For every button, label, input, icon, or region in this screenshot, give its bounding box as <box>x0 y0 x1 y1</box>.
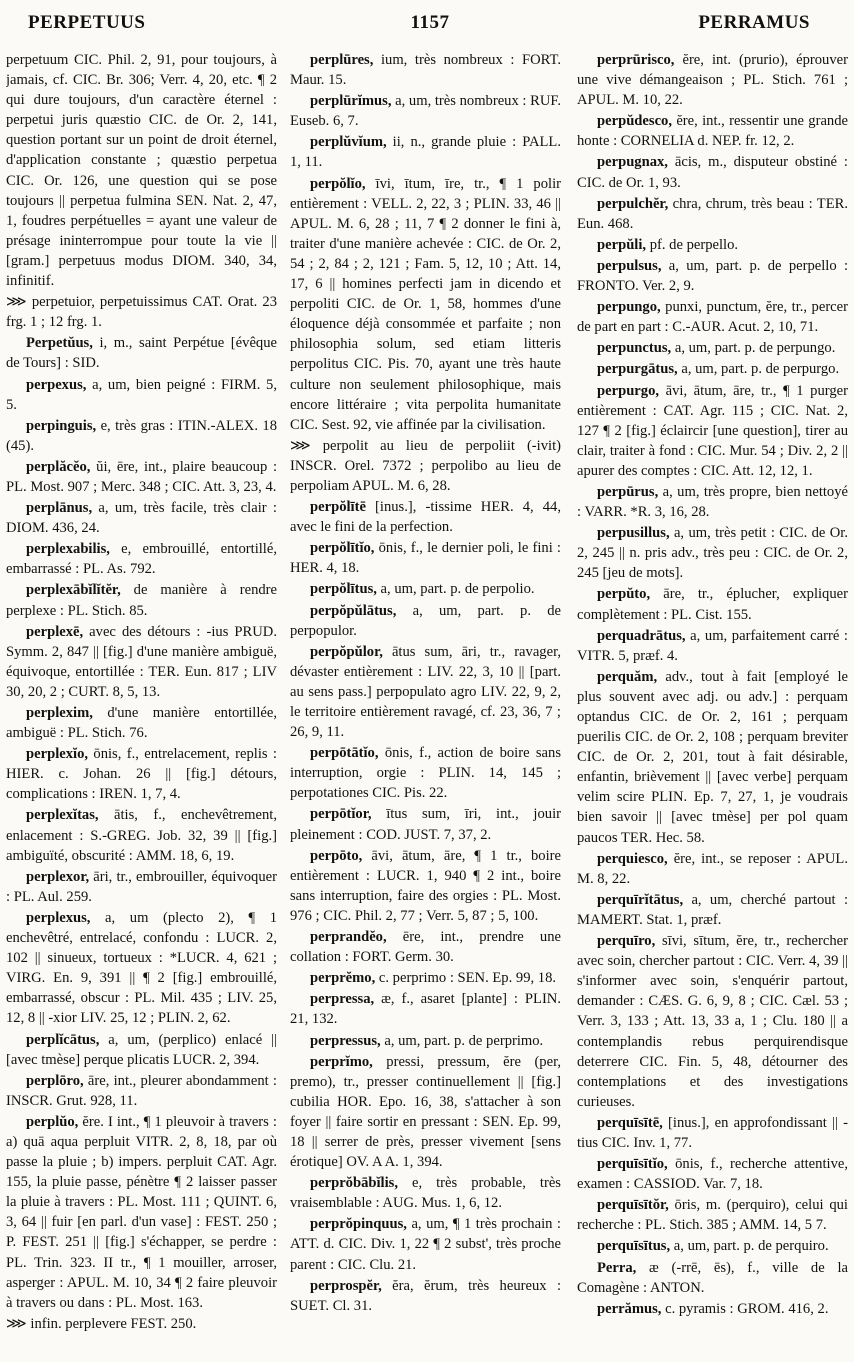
entry-headword: perpulsus, <box>597 257 662 274</box>
entry-headword: perpurgātus, <box>597 361 678 378</box>
entry-definition: ĕre, int., ressentir une grande honte : CORNELIA d. NEP. fr. 12, 2. <box>577 113 848 150</box>
dictionary-entry <box>290 174 561 435</box>
entry-headword: perplūrĭmus, <box>310 93 392 110</box>
entry-definition: c. perprimo : SEN. Ep. 99, 18. <box>375 970 557 987</box>
entry-headword: Perpetŭus, <box>26 335 93 352</box>
entry-definition: perpetuum CIC. Phil. 2, 91, pour toujours, à jamais, cf. CIC. Br. 306; Verr. 4, 20, etc. ¶ 2 qui dure toujours, d'un caractère éternel : perpetui juris quæstio CIC. de Or. 2, 141, question portant sur un point de droit éternel, d'application constante ; quæstio perpetua CIC. Or. 126, une question qui se pose toujours || perpetua fulmina SEN. Nat. 2, 47, 1, foudres perpétuelles = ayant une valeur de présage ininterrompue pour toute la vie || [gram.] perpetuus modus DIOM. 340, 34, infinitif. <box>6 52 277 290</box>
entry-headword: perpungo, <box>597 299 661 316</box>
entry-definition: a, um, très propre, bien nettoyé : VARR. *R. 3, 16, 28. <box>577 483 848 521</box>
entry-definition: e, très gras : ITIN.-ALEX. 18 (45). <box>6 417 277 454</box>
dictionary-entry <box>577 1195 848 1235</box>
entry-definition: pf. de perpello. <box>646 236 739 253</box>
entry-headword: perplĭcātus, <box>26 1031 100 1048</box>
entry-headword: perplexābĭlĭtĕr, <box>26 582 121 599</box>
entry-definition: i, m., saint Perpétue [évêque de Tours] : SID. <box>6 335 277 372</box>
entry-headword: perquīrĭtātus, <box>597 891 684 908</box>
entry-definition: a, um, cherché partout : MAMERT. Stat. 1, præf. <box>577 891 848 928</box>
entry-definition: a, um, très facile, très clair : DIOM. 436, 24. <box>6 500 277 537</box>
dictionary-entry <box>577 338 848 358</box>
dictionary-entry <box>290 1052 561 1173</box>
dictionary-entry <box>577 297 848 337</box>
entry-definition: ātus sum, āri, tr., ravager, dévaster entièrement : LIV. 22, 3, 10 || [part. au sens pass.] perpopulato agro LIV. 22, 9, 2, le territoire entièrement ravagé, cf. 23, 36, 7 ; 26, 9, 11. <box>290 643 561 741</box>
entry-headword: perpŏlītus, <box>310 581 377 598</box>
entry-headword: perpōtĭor, <box>310 806 372 823</box>
dictionary-entry <box>290 436 561 496</box>
entry-headword: perquīsītē, <box>597 1114 663 1131</box>
dictionary-entry <box>6 1071 277 1111</box>
entry-headword: perprŏpinquus, <box>310 1216 407 1233</box>
entry-definition: a, um, très nombreux : RUF. Euseb. 6, 7. <box>290 93 561 130</box>
dictionary-entry <box>6 539 277 579</box>
entry-definition: a, um, part. p. de perpungo. <box>671 340 836 357</box>
entry-definition: ēre, int., prendre une collation : FORT. Germ. 30. <box>290 929 561 966</box>
dictionary-entry <box>6 703 277 743</box>
dictionary-entry <box>577 256 848 296</box>
entry-headword: perplăcĕo, <box>26 458 91 475</box>
column-3 <box>577 50 848 1355</box>
entry-headword: perprĕmo, <box>310 970 376 987</box>
entry-headword: perplānus, <box>26 500 93 517</box>
entry-definition: ōnis, f., le dernier poli, le fini : HER. 4, 18. <box>290 540 561 577</box>
entry-definition: āre, tr., éplucher, expliquer complètement : PL. Cist. 155. <box>577 586 848 623</box>
entry-definition: avec des détours : -ius PRUD. Symm. 2, 847 || [fig.] d'une manière ambiguë, équivoque, entortillée : TER. Eun. 817 ; LIV 30, 20, 2 ; CURT. 8, 5, 13. <box>6 623 277 700</box>
entry-headword: perplexĭo, <box>26 746 89 763</box>
entry-headword: perpŏlītĭo, <box>310 540 375 557</box>
dictionary-entry <box>577 381 848 481</box>
page-number: 1157 <box>410 12 450 33</box>
entry-definition: ātis, f., enchevêtrement, enlacement : S.-GREG. Job. 32, 39 || [fig.] ambiguïté, obscurité : AMM. 18, 6, 19. <box>6 807 277 864</box>
entry-headword: perpexus, <box>26 376 87 393</box>
dictionary-entry <box>577 1236 848 1256</box>
entry-definition: d'une manière entortillée, ambiguë : PL. Stich. 76. <box>6 705 277 742</box>
entry-definition: ōnis, f., recherche attentive, examen : CASSIOD. Var. 7, 18. <box>577 1156 848 1193</box>
dictionary-entry <box>6 867 277 907</box>
dictionary-entry <box>290 846 561 926</box>
dictionary-entry <box>290 497 561 537</box>
entry-definition: ōnis, f., action de boire sans interruption, orgie : PLIN. 14, 145 ; perpotationes CIC. Pis. 22. <box>290 745 561 802</box>
dictionary-entry <box>290 132 561 172</box>
page-header <box>0 0 854 40</box>
dictionary-entry <box>577 50 848 110</box>
entry-definition: e, embrouillé, entortillé, embarrassé : PL. As. 792. <box>6 541 277 578</box>
dictionary-entry <box>290 601 561 641</box>
dictionary-entry <box>577 1299 848 1319</box>
entry-definition: āvi, ātum, āre, ¶ 1 tr., boire entièrement : LUCR. 1, 940 ¶ 2 int., boire sans interruption, faire des orgies : PL. Most. 976 ; CIC. Phil. 2, 77 ; Verr. 5, 87 ; 5, 100. <box>290 847 561 924</box>
running-head-right: PERRAMUS <box>698 12 810 33</box>
dictionary-entry <box>290 642 561 742</box>
entry-definition: a, um, (perplico) enlacé || [avec tmèse] perque plicatis LUCR. 2, 394. <box>6 1031 277 1068</box>
dictionary-entry <box>577 359 848 379</box>
dictionary-entry <box>6 1112 277 1313</box>
entry-definition: a, um, part. p. de perpopulor. <box>290 602 561 639</box>
entry-headword: perquīsītus, <box>597 1238 671 1255</box>
entry-definition: e, très probable, très vraisemblable : AUG. Mus. 1, 6, 12. <box>290 1175 561 1212</box>
dictionary-entry <box>290 1173 561 1213</box>
entry-definition: chra, chrum, très beau : TER. Eun. 468. <box>577 195 848 232</box>
entry-headword: perplexus, <box>26 909 91 926</box>
dictionary-entry <box>290 91 561 131</box>
entry-headword: perquīsītĭo, <box>597 1156 668 1173</box>
dictionary-entry <box>577 890 848 930</box>
dictionary-entry <box>290 1214 561 1274</box>
entry-headword: perpinguis, <box>26 417 97 434</box>
entry-definition: a, um, part. p. de perpurgo. <box>677 361 840 378</box>
dictionary-entry <box>6 580 277 620</box>
entry-headword: Perra, <box>597 1259 637 1276</box>
dictionary-entry <box>577 1258 848 1298</box>
entry-headword: perplūres, <box>310 52 374 68</box>
entry-headword: perpŭli, <box>597 236 647 253</box>
entry-definition: [inus.], en approfondissant || -tius CIC. Inv. 1, 77. <box>577 1114 848 1151</box>
entry-definition: punxi, punctum, ĕre, tr., percer de part en part : C.-AUR. Acut. 2, 10, 71. <box>577 299 848 336</box>
dictionary-entry <box>577 1154 848 1194</box>
entry-headword: perpŭto, <box>597 586 651 603</box>
dictionary-entry <box>6 50 277 291</box>
dictionary-entry <box>577 482 848 522</box>
entry-headword: perplōro, <box>26 1072 84 1089</box>
dictionary-entry <box>6 457 277 497</box>
entry-definition: a, um, part. p. de perprimo. <box>380 1032 544 1049</box>
dictionary-entry <box>290 538 561 578</box>
dictionary-entry <box>6 744 277 804</box>
entry-definition: æ, f., asaret [plante] : PLIN. 21, 132. <box>290 991 561 1028</box>
entry-headword: perquīsītŏr, <box>597 1197 669 1214</box>
entry-headword: perprĭmo, <box>310 1053 373 1070</box>
entry-headword: perplexē, <box>26 623 84 640</box>
dictionary-entry <box>290 804 561 844</box>
entry-headword: perpugnax, <box>597 154 668 171</box>
dictionary-entry <box>577 584 848 624</box>
entry-definition: a, um, bien peigné : FIRM. 5, 5. <box>6 376 277 413</box>
dictionary-entry <box>6 805 277 865</box>
column-1 <box>6 50 277 1355</box>
dictionary-entry <box>290 1276 561 1316</box>
entry-headword: perpŏpŭlor, <box>310 643 383 660</box>
entry-definition: ītus sum, īri, int., jouir pleinement : COD. JUST. 7, 37, 2. <box>290 806 561 843</box>
entry-headword: perpŏpŭlātus, <box>310 602 397 619</box>
entry-definition: a, um, part. p. de perpolio. <box>376 581 535 598</box>
entry-definition: de manière à rendre perplexe : PL. Stich. 85. <box>6 582 277 619</box>
entry-headword: perquiesco, <box>597 850 668 867</box>
entry-headword: perpŏlītē <box>310 499 366 516</box>
entry-headword: perplexabilis, <box>26 541 110 558</box>
dictionary-entry <box>6 333 277 373</box>
dictionary-entry <box>577 152 848 192</box>
entry-definition: a, um, part. p. de perquiro. <box>670 1238 829 1255</box>
entry-headword: perpōtātĭo, <box>310 745 379 762</box>
entry-definition: ii, n., grande pluie : PALL. 1, 11. <box>290 134 561 171</box>
entry-headword: perpulchĕr, <box>597 195 669 212</box>
entry-headword: perplexim, <box>26 705 93 721</box>
dictionary-entry <box>290 743 561 803</box>
dictionary-entry <box>6 292 277 332</box>
entry-headword: perpusillus, <box>597 525 670 542</box>
entry-definition: āvi, ātum, āre, tr., ¶ 1 purger entièrement : CAT. Agr. 115 ; CIC. Nat. 2, 127 ¶ 2 [fig.] éclaircir [une question], tirer au clair, traiter à fond : CIC. Mur. 54 ; Div. 2, 2 || apurer des comptes : CIC. Att. 12, 12, 1. <box>577 382 848 479</box>
entry-headword: perquadrātus, <box>597 627 686 644</box>
dictionary-entry <box>6 375 277 415</box>
entry-headword: perpūrus, <box>597 483 659 500</box>
dictionary-entry <box>577 626 848 666</box>
entry-definition: ⋙ perpolit au lieu de perpoliit (-ivit) INSCR. Orel. 7372 ; perpolibo au lieu de perpoliam APUL. M. 6, 28. <box>290 437 561 494</box>
dictionary-entry <box>290 579 561 599</box>
dictionary-entry <box>6 498 277 538</box>
dictionary-entry <box>6 1030 277 1070</box>
entry-headword: perpŏlĭo, <box>310 175 366 192</box>
entry-definition: sīvi, sītum, ĕre, tr., rechercher avec soin, chercher partout : CIC. Verr. 4, 39 || s'informer avec soin, s'enquérir partout, demander : CÆS. G. 6, 9, 8 ; CIC. Cæl. 53 ; Verr. 3, 133 ; Att. 13, 33 a, 1 ; Clu. 180 || a contemplandis rebus perquirendisque deterrere CIC. Fin. 5, 48, détourner des contemplations et des investigations curieuses. <box>577 933 848 1110</box>
dictionary-entry <box>6 1314 277 1334</box>
entry-definition: āri, tr., embrouiller, équivoquer : PL. Aul. 259. <box>6 868 277 905</box>
running-head-left: PERPETUUS <box>28 12 146 33</box>
dictionary-entry <box>577 111 848 151</box>
column-2 <box>290 50 561 1355</box>
entry-headword: perplŭo, <box>26 1113 79 1130</box>
dictionary-entry <box>290 989 561 1029</box>
entry-definition: pressi, pressum, ĕre (per, premo), tr., presser continuellement || [fig.] cubilia HOR. Epo. 16, 38, s'attacher à son foyer || faire sortir en pressant : SEN. Ep. 99, 18 || serrer de près, presser vivement [sens érotique] OV. A A. 1, 394. <box>290 1053 561 1171</box>
dictionary-entry <box>577 523 848 583</box>
entry-headword: perpressa, <box>310 991 375 1008</box>
dictionary-entry <box>577 194 848 234</box>
entry-definition: ĕre, int. (prurio), éprouver une vive démangeaison ; PL. Stich. 761 ; APUL. M. 10, 22. <box>577 52 848 109</box>
entry-headword: perplexor, <box>26 868 90 885</box>
entry-definition: ŭi, ēre, int., plaire beaucoup : PL. Most. 907 ; Merc. 348 ; CIC. Att. 3, 23, 4. <box>6 458 277 495</box>
dictionary-entry <box>6 908 277 1029</box>
dictionary-entry <box>6 622 277 702</box>
entry-headword: perprŏbābĭlis, <box>310 1175 398 1192</box>
entry-definition: ⋙ infin. perplevere FEST. 250. <box>6 1315 197 1332</box>
entry-definition: a, um, part. p. de perpello : FRONTO. Ver. 2, 9. <box>577 257 848 295</box>
entry-definition: c. pyramis : GROM. 416, 2. <box>661 1300 829 1317</box>
dictionary-entry <box>290 968 561 988</box>
entry-definition: ācis, m., disputeur obstiné : CIC. de Or. 1, 93. <box>577 154 848 191</box>
entry-definition: ĕre, int., se reposer : APUL. M. 8, 22. <box>577 850 848 887</box>
entry-headword: perplŭvĭum, <box>310 134 387 151</box>
entry-headword: perpŭdesco, <box>597 113 672 130</box>
entry-definition: adv., tout à fait [employé le plus souvent avec adj. ou adv.] : perquam optandus CIC. de Or. 2, 161 ; perquam puerilis CIC. de Or. 2, 108 ; perquam breviter CIC. de Or. 2, 201, tout à fait désirable, enfantin, brièvement || [avec verbe] perquam velim scire PLIN. Ep. 7, 27, 1, je voudrais bien savoir || [avec tmèse] per pol quam paucos TER. Hec. 58. <box>577 668 848 846</box>
entry-headword: perprospĕr, <box>310 1277 382 1294</box>
entry-definition: āre, int., pleurer abondamment : INSCR. Grut. 928, 11. <box>6 1072 277 1109</box>
entry-headword: perprandĕo, <box>310 929 387 946</box>
entry-definition: æ (-rrē, ēs), f., ville de la Comagène : ANTON. <box>577 1259 848 1296</box>
dictionary-entry <box>577 667 848 848</box>
entry-headword: perpōto, <box>310 847 363 864</box>
entry-definition: a, um, ¶ 1 très prochain : ATT. d. CIC. Div. 1, 22 ¶ 2 subst', très proche parent : CIC. Clu. 21. <box>290 1216 561 1273</box>
dictionary-entry <box>290 1031 561 1051</box>
entry-headword: perpunctus, <box>597 340 672 357</box>
entry-definition: ōnis, f., entrelacement, replis : HIER. c. Johan. 26 || [fig.] détours, complications : IREN. 1, 7, 4. <box>6 746 277 803</box>
entry-definition: [inus.], -tissime HER. 4, 44, avec le fini de la perfection. <box>290 499 561 536</box>
entry-definition: ium, très nombreux : FORT. Maur. 15. <box>290 52 561 89</box>
entry-definition: ōris, m. (perquiro), celui qui recherche : PL. Stich. 385 ; AMM. 14, 5 7. <box>577 1197 848 1234</box>
entry-definition: īvi, ītum, īre, tr., ¶ 1 polir entièrement : VELL. 2, 22, 3 ; PLIN. 33, 46 || APUL. M. 6, 28 ; 11, 7 ¶ 2 donner le fini à, traiter d'une manière achevée : CIC. de Or. 2, 54 ; 2, 84 ; 2, 121 ; Fam. 5, 12, 10 ; Att. 14, 17, 6 || homines perfecti jam in dicendo et perpoliti CIC. de Or. 1, 58, hommes d'une éloquence déjà consommée et parfaite ; non philosophia solum, sed etiam litteris perpolitus CIC. Pis. 70, ayant une très haute culture non seulement philosophique, mais encore littéraire ; vita perpolita humanitate CIC. Sest. 92, vie affinée par la civilisation. <box>290 175 561 433</box>
entry-definition: a, um, très petit : CIC. de Or. 2, 245 || n. pris adv., très peu : CIC. de Or. 2, 245 [jeu de mots]. <box>577 525 848 582</box>
entry-headword: perrămus, <box>597 1300 662 1317</box>
dictionary-entry <box>290 50 561 90</box>
entry-headword: perplexĭtas, <box>26 807 99 824</box>
entry-headword: perquăm, <box>597 668 658 685</box>
dictionary-entry <box>577 1113 848 1153</box>
dictionary-entry <box>577 235 848 255</box>
entry-definition: a, um, parfaitement carré : VITR. 5, præf. 4. <box>577 627 848 664</box>
entry-headword: perprūrisco, <box>597 52 675 68</box>
dictionary-entry <box>577 849 848 889</box>
dictionary-entry <box>577 931 848 1112</box>
entry-definition: ĕre. I int., ¶ 1 pleuvoir à travers : a) quā aqua perpluit VITR. 2, 8, 18, par où passe la pluie ; b) impers. perpluit CAT. Agr. 155, la pluie passe, pénètre ¶ 2 laisser passer la pluie à travers : PL. Most. 111 ; QUINT. 6, 3, 64 || fuir [en parl. d'un vase] : FEST. 250 ; P. FEST. 251 || [fig.] s'échapper, se perdre : PL. Trin. 323. II tr., ¶ 1 mouiller, arroser, asperger : APUL. M. 10, 34 ¶ 2 faire pleuvoir à travers ou dans : PL. Most. 163. <box>6 1113 277 1311</box>
entry-headword: perpurgo, <box>597 382 660 399</box>
entry-definition: ĕra, ĕrum, très heureux : SUET. Cl. 31. <box>290 1277 561 1314</box>
entry-definition: ⋙ perpetuior, perpetuissimus CAT. Orat. 23 frg. 1 ; 12 frg. 1. <box>6 294 277 331</box>
entry-headword: perpressus, <box>310 1032 381 1049</box>
dictionary-entry <box>6 416 277 456</box>
entry-definition: a, um (plecto 2), ¶ 1 enchevêtré, entrelacé, confondu : LUCR. 2, 102 || sinueux, tortueux : *LUCR. 4, 621 ; VIRG. En. 9, 391 || ¶ 2 [fig.] embrouillé, embarrassé, obscur : PL. Mil. 435 ; LIV. 25, 12, 8 || -xior LIV. 25, 12 ; PLIN. 2, 62. <box>6 909 277 1027</box>
entry-headword: perquīro, <box>597 933 656 950</box>
dictionary-entry <box>290 927 561 967</box>
